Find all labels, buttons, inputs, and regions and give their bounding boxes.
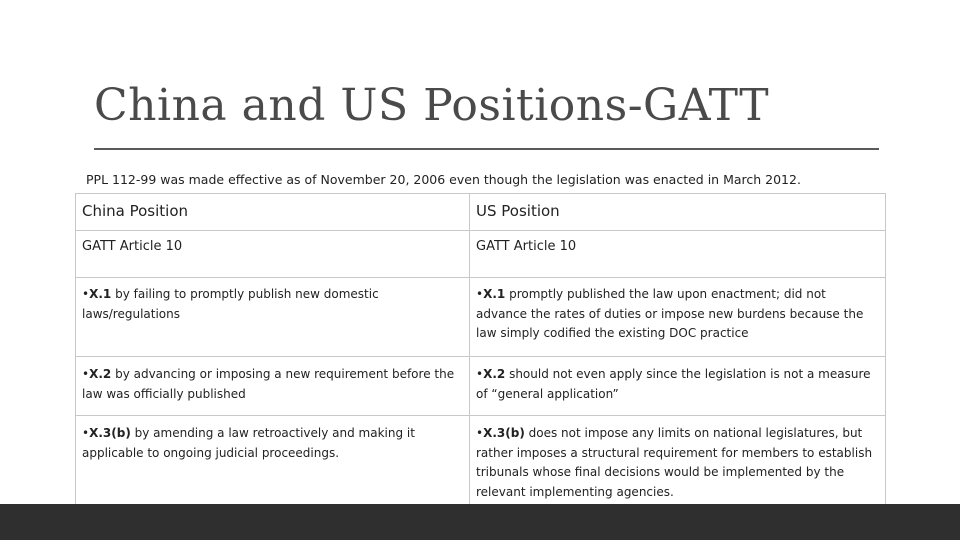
table-row [76, 278, 886, 357]
position-text: should not even apply since the legislation is not a measure of “general application” [476, 367, 871, 401]
us-position-cell: •X.1 promptly published the law upon enactment; did not advance the rates of duties or impose new burdens because the law simply codified the existing DOC practice [470, 278, 886, 357]
us-position-cell: •X.3(b) does not impose any limits on national legislatures, but rather imposes a structural requirement for members to establish tribunals whose final decisions would be implemented by the relevant implementing agencies. [470, 416, 886, 521]
position-text: does not impose any limits on national legislatures, but rather imposes a structural requirement for members to establish tribunals whose final decisions would be implemented by the relevant implementing agencies. [476, 426, 873, 499]
china-position-cell: •X.2 by advancing or imposing a new requirement before the law was officially published [76, 357, 470, 416]
position-text: promptly published the law upon enactment; did not advance the rates of duties or impose new burdens because the law simply codified the existing DOC practice [476, 287, 864, 340]
article-code: X.3(b) [89, 426, 131, 440]
us-article-cell: GATT Article 10 [470, 231, 886, 278]
position-text: by advancing or imposing a new requirement before the law was officially published [82, 367, 455, 401]
china-position-cell: •X.3(b) by amending a law retroactively and making it applicable to ongoing judicial proceedings. [76, 416, 470, 521]
table-header-row [76, 194, 886, 231]
china-position-cell: •X.1 by failing to promptly publish new domestic laws/regulations [76, 278, 470, 357]
article-code: X.3(b) [483, 426, 525, 440]
us-position-cell: •X.2 should not even apply since the legislation is not a measure of “general application” [470, 357, 886, 416]
article-code: X.1 [89, 287, 112, 301]
slide-title: China and US Positions-GATT [94, 80, 770, 131]
header-us-position: US Position [470, 194, 886, 231]
footer-bar [0, 504, 960, 540]
article-code: X.2 [483, 367, 506, 381]
positions-table [75, 193, 886, 521]
article-code: X.2 [89, 367, 112, 381]
slide-subtitle: PPL 112-99 was made effective as of November 20, 2006 even though the legislation was enacted in March 2012. [86, 172, 801, 187]
position-text: by failing to promptly publish new domestic laws/regulations [82, 287, 379, 321]
article-code: X.1 [483, 287, 506, 301]
table-row [76, 231, 886, 278]
title-underline [94, 148, 879, 150]
header-china-position: China Position [76, 194, 470, 231]
china-article-cell: GATT Article 10 [76, 231, 470, 278]
position-text: by amending a law retroactively and making it applicable to ongoing judicial proceedings. [82, 426, 415, 460]
table-row [76, 357, 886, 416]
